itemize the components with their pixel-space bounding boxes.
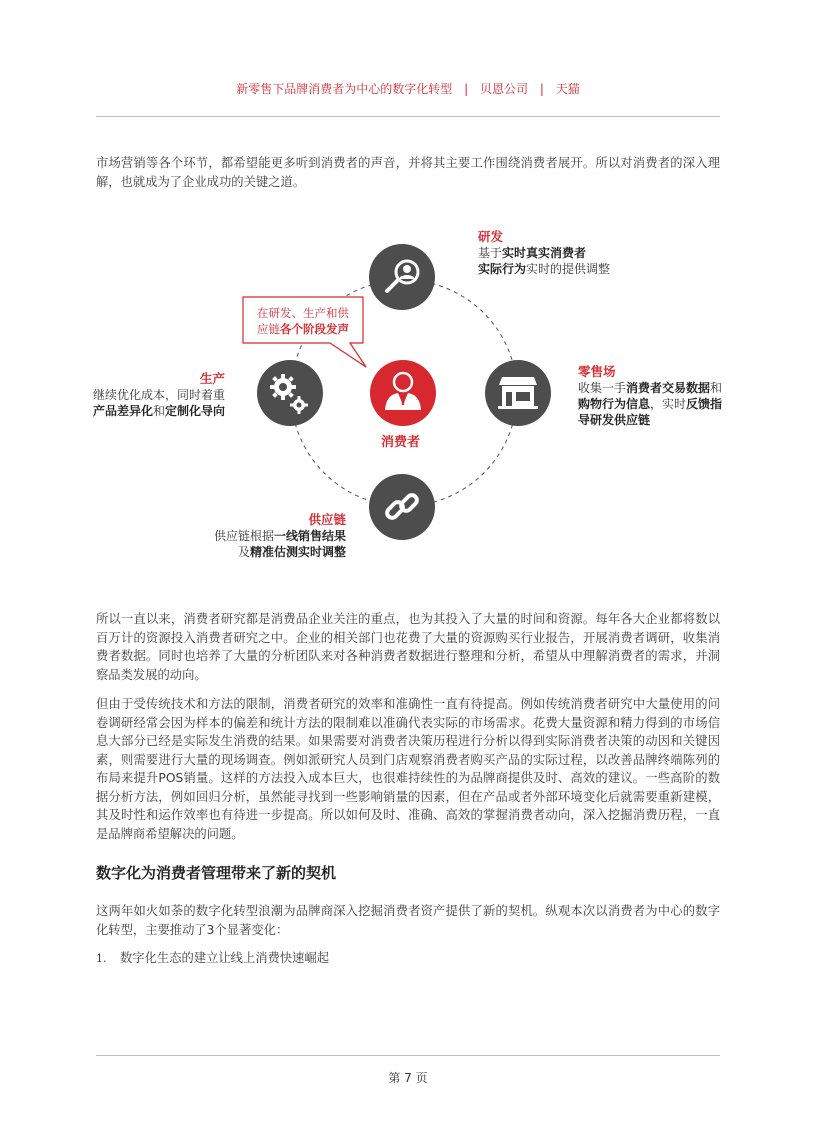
page-number: 第 7 页 [388, 1071, 428, 1085]
section-paragraph: 这两年如火如荼的数字化转型浪潮为品牌商深入挖掘消费者资产提供了新的契机。纵观本次以消费者为中心的数字化转型，主要推动了3个显著变化： [96, 904, 720, 937]
rd-title: 研发 [478, 229, 504, 244]
retail-label [578, 364, 722, 428]
bubble-line1: 在研发、生产和供 [257, 306, 349, 320]
production-line1: 继续优化成本，同时着重 [92, 388, 225, 402]
production-title: 生产 [199, 371, 225, 386]
consumer-label: 消费者 [381, 435, 421, 450]
header-separator: | [464, 82, 469, 96]
supply-line1: 供应链根据一线销售结果 [213, 529, 346, 543]
consumer-node [370, 360, 436, 426]
header-org-tmall: 天猫 [555, 82, 580, 96]
page-header [96, 80, 720, 98]
retail-title: 零售场 [578, 364, 616, 379]
list-text: 数字化生态的建立让线上消费快速崛起 [120, 951, 330, 965]
list-number: 1. [96, 952, 107, 965]
rd-label [478, 229, 610, 277]
supply-node [369, 474, 435, 540]
storefront-icon [498, 377, 538, 409]
paragraph-2: 但由于受传统技术和方法的限制，消费者研究的效率和准确性一直有待提高。例如传统消费者研究中大量使用的问卷调研经常会因为样本的偏差和统计方法的限制难以准确代表实际的市场需求。花费大量资源和精力得到的市场信息大部分已经是实际发生消费的结果。如果需要对消费者决策历程进行分析以得到实际消费者决策的动因和关键因素，则需要进行大量的现场调查。例如派研究人员到门店观察消费者购买产品的实际过程，以改善品牌终端陈列的布局来提升POS销量。这样的方法投入成本巨大，也很难持续性的为品牌商提供及时、高效的建议。一些高阶的数据分析方法，例如回归分析，虽然能寻找到一些影响销量的因素，但在产品或者外部环境变化后就需要重新建模，其及时性和运作效率也有待进一步提高。所以如何及时、准确、高效的掌握消费者动向，深入挖掘消费历程，一直是品牌商希望解决的问题。 [96, 697, 720, 841]
retail-node [485, 360, 551, 426]
header-rule [96, 116, 720, 117]
header-org-bain: 贝恩公司 [479, 82, 528, 96]
intro-paragraph: 市场营销等各个环节，都希望能更多听到消费者的声音，并将其主要工作围绕消费者展开。所以对消费者的深入理解，也就成为了企业成功的关键之道。 [96, 156, 720, 189]
production-node [257, 360, 323, 426]
consumer-diagram [0, 215, 816, 575]
rd-line1: 基于实时真实消费者 [478, 246, 587, 260]
retail-line1: 收集一手消费者交易数据和 [578, 381, 723, 395]
production-label [93, 371, 225, 419]
footer-rule [96, 1055, 720, 1056]
production-line2: 产品差异化和定制化导向 [92, 404, 225, 418]
header-title: 新零售下品牌消费者为中心的数字化转型 [236, 82, 453, 96]
retail-line2: 购物行为信息，实时反馈指 [578, 397, 723, 411]
section-heading: 数字化为消费者管理带来了新的契机 [96, 864, 337, 882]
bubble-text [248, 305, 358, 337]
supply-label [214, 512, 346, 560]
rd-line2: 实际行为实时的提供调整 [478, 262, 611, 276]
retail-line3: 导研发供应链 [578, 413, 651, 427]
supply-line2: 及精准估测实时调整 [237, 545, 346, 559]
list-item [96, 948, 329, 966]
rd-node [369, 244, 435, 310]
supply-title: 供应链 [308, 512, 346, 527]
bubble-line2: 应链各个阶段发声 [257, 322, 349, 336]
header-separator: | [539, 82, 544, 96]
paragraph-1: 所以一直以来，消费者研究都是消费品企业关注的重点，也为其投入了大量的时间和资源。每年各大企业都将数以百万计的资源投入消费者研究之中。企业的相关部门也花费了大量的资源购买行业报告，开展消费者调研，收集消费者数据。同时也培养了大量的分析团队来对各种消费者数据进行整理和分析，希望从中理解消费者的需求，并洞察品类发展的动向。 [96, 612, 720, 682]
